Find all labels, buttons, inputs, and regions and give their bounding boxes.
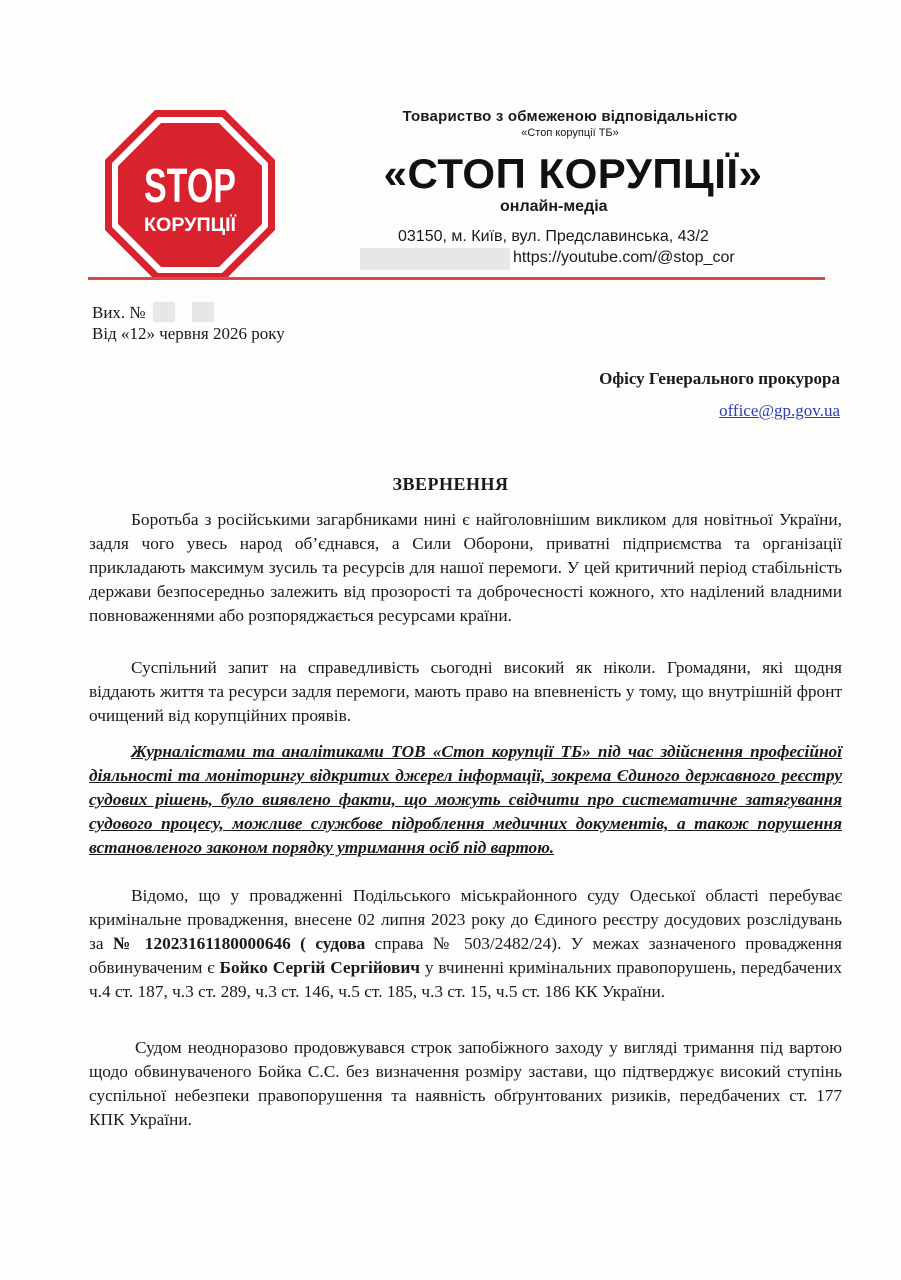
paragraph-4-text-c: справа № 503/2482/24). У межах зазначеного провадження обвинуваченим є: [89, 934, 842, 977]
paragraph-4: [89, 884, 842, 1004]
redacted-outgoing-number-1: [153, 302, 175, 322]
redacted-contact: [360, 248, 510, 270]
recipient-name: Офісу Генерального прокурора: [599, 369, 840, 388]
paragraph-5: Судом неодноразово продовжувався строк запобіжного заходу у вигляді тримання під вартою щодо обвинуваченого Бойка С.С. без визначення розміру застави, що підтверджує високий ступінь суспільної небезпеки правопорушення та наявність обґрунтованих ризиків, передбачених ст. 177 КПК України.: [89, 1038, 842, 1129]
redacted-outgoing-number-2: [192, 302, 214, 322]
paragraph-2: Суспільний запит на справедливість сьогодні високий як ніколи. Громадяни, які щодня віддають життя та ресурси задля перемоги, мають право на впевненість у тому, що внутрішній фронт очищений від корупційних проявів.: [89, 658, 842, 725]
paragraph-3-highlight: Журналістами та аналітиками ТОВ «Стоп корупції ТБ» під час здійснення професійної діяльності та моніторингу відкритих джерел інформації, зокрема Єдиного державного реєстру судових рішень, було виявлено факти, що можуть свідчити про систематичне затягування судового процесу, можливе службове підроблення медичних документів, а також порушення встановленого законом порядку утримання осіб під вартою.: [89, 742, 842, 857]
paragraph-4-text-a: Відомо, що у провадженні Подільського міськрайонного суду Одеської області перебуває кримінальне провадження, внесене 02 липня 2023 року до Єдиного реєстру досудових розслідувань за: [89, 886, 842, 953]
paragraph-1: Боротьба з російськими загарбниками нині є найголовнішим викликом для новітньої України, задля чого увесь народ об’єднався, а Сили Оборони, приватні підприємства та організації прикладають максимум зусиль та ресурсів для нашої перемоги. У цей критичний період стабільність держави безпосередньо залежить від прозорості та доброчесності кожного, хто наділений владними повноваженнями або розпоряджається ресурсами країни.: [89, 510, 842, 625]
company-legal-short: «Стоп корупції ТБ»: [521, 127, 619, 139]
case-number: № 12023161180000646 ( судова: [112, 934, 366, 953]
document-title: ЗВЕРНЕННЯ: [392, 474, 509, 494]
brand-title: «СТОП КОРУПЦІЇ»: [383, 150, 763, 197]
youtube-link[interactable]: https://youtube.com/@stop_cor: [513, 249, 735, 266]
company-legal-name: Товариство з обмеженою відповідальністю: [402, 108, 738, 125]
company-address: 03150, м. Київ, вул. Предславинська, 43/2: [398, 228, 709, 245]
accused-name: Бойко Сергій Сергійович: [219, 958, 421, 977]
letter-date: Від «12» червня 2026 року: [92, 324, 285, 343]
logo-text-corruption: КОРУПЦІЇ: [144, 215, 237, 236]
recipient-email-link[interactable]: office@gp.gov.ua: [719, 401, 840, 420]
outgoing-number: [92, 303, 146, 323]
logo-text-stop: STOP: [144, 160, 236, 213]
company-legal-block: [330, 108, 810, 139]
outgoing-number-label: Вих. №: [92, 303, 146, 322]
stop-corruption-logo: [105, 110, 275, 280]
brand-subtitle: онлайн-медіа: [500, 198, 608, 215]
header-divider: [88, 277, 825, 280]
paragraph-4-text-e: у вчиненні кримінальних правопорушень, передбачених ч.4 ст. 187, ч.3 ст. 289, ч.3 ст. 146, ч.5 ст. 185, ч.3 ст. 15, ч.5 ст. 186 КК України.: [89, 958, 842, 1001]
